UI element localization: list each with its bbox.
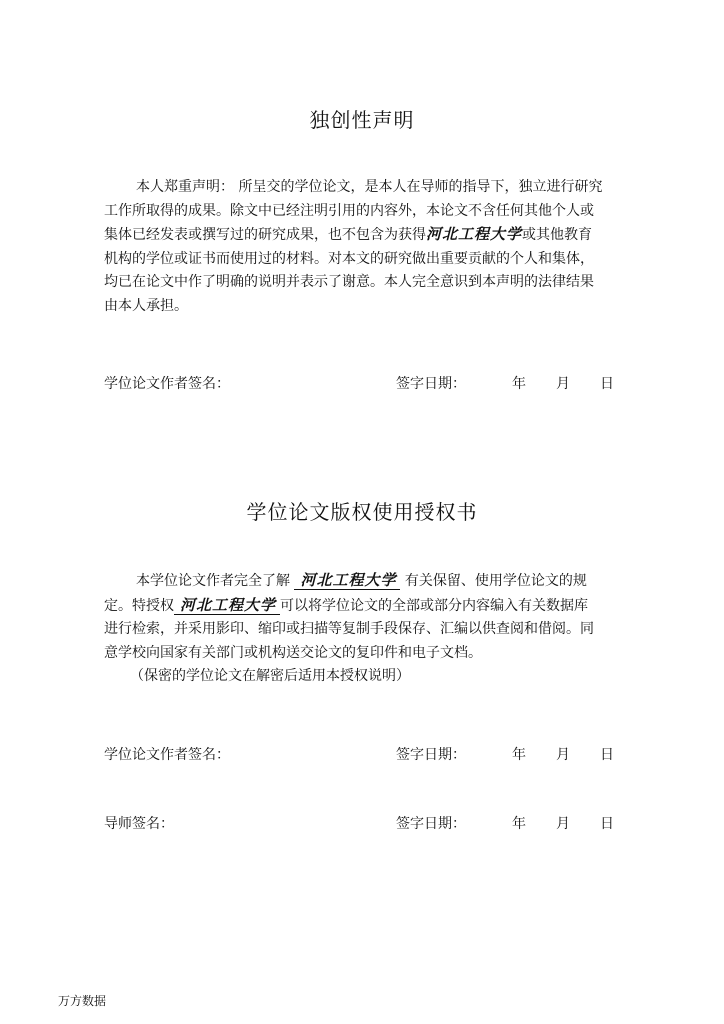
declaration-signature-row <box>104 373 622 393</box>
sign-date-label: 签字日期： <box>396 747 466 763</box>
authorization-line: 意学校向国家有关部门或机构送交论文的复印件和电子文档。 <box>104 644 482 661</box>
declaration-title: 独创性声明 <box>309 108 415 132</box>
authorization-line-text: 有关保留、使用学位论文的规 <box>404 573 587 589</box>
year-label: 年 <box>512 816 526 832</box>
author-signature-label: 学位论文作者签名： <box>104 747 230 763</box>
authorization-line-text: 本学位论文作者完全了解 <box>136 573 290 589</box>
authorization-line-text: 可以将学位论文的全部或部分内容编入有关数据库 <box>280 597 589 614</box>
declaration-line: 均已在论文中作了明确的说明并表示了谢意。本人完全意识到本声明的法律结果 <box>104 274 594 290</box>
month-label: 月 <box>556 376 570 392</box>
declaration-line-text: 集体已经发表或撰写过的研究成果，也不包含为获得 <box>104 227 426 243</box>
university-name: 河北工程大学 <box>426 225 523 243</box>
authorization-line <box>104 594 622 619</box>
authorization-line-text: 定。特授权 <box>104 597 174 614</box>
declaration-line: 本人郑重声明： 所呈交的学位论文，是本人在导师的指导下，独立进行研究 <box>136 179 603 195</box>
authorization-title: 学位论文版权使用授权书 <box>246 500 478 524</box>
declaration-line-text: 或其他教育 <box>522 227 593 243</box>
university-name: 河北工程大学 <box>294 571 400 590</box>
year-label: 年 <box>512 376 526 392</box>
declaration-line: 工作所取得的成果。除文中已经注明引用的内容外，本论文不含任何其他个人或 <box>104 202 594 219</box>
authorization-note: （保密的学位论文在解密后适用本授权说明） <box>130 668 410 684</box>
authorization-author-signature-row <box>104 744 622 764</box>
declaration-line <box>104 223 622 248</box>
day-label: 日 <box>600 816 614 832</box>
sign-date-label: 签字日期： <box>396 376 466 392</box>
authorization-line: 进行检索，并采用影印、缩印或扫描等复制手段保存、汇编以供查阅和借阅。同 <box>104 621 594 637</box>
declaration-paragraph <box>104 176 622 318</box>
month-label: 月 <box>556 747 570 763</box>
advisor-signature-label: 导师签名： <box>104 816 174 832</box>
year-label: 年 <box>512 747 526 763</box>
sign-date-label: 签字日期： <box>396 816 466 832</box>
author-signature-label: 学位论文作者签名： <box>104 376 230 392</box>
declaration-line: 由本人承担。 <box>104 297 188 314</box>
footer-watermark: 万方数据 <box>58 994 107 1008</box>
advisor-signature-row <box>104 813 622 833</box>
day-label: 日 <box>600 747 614 763</box>
university-name: 河北工程大学 <box>174 596 280 615</box>
declaration-line: 机构的学位或证书而使用过的材料。对本文的研究做出重要贡献的个人和集体， <box>104 250 594 267</box>
authorization-paragraph <box>104 569 622 689</box>
day-label: 日 <box>600 376 614 392</box>
month-label: 月 <box>556 816 570 832</box>
authorization-line <box>104 569 622 594</box>
